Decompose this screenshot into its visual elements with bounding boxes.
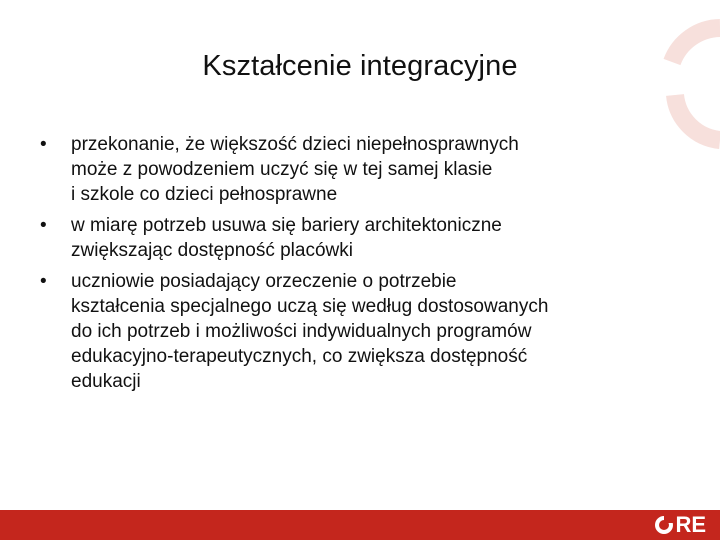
bullet-line: zwiększając dostępność placówki (71, 240, 353, 261)
bullet-line: przekonanie, że większość dzieci niepełnosprawnych (71, 134, 519, 155)
slide-title: Kształcenie integracyjne (202, 50, 518, 82)
bullet-line: uczniowie posiadający orzeczenie o potrzebie (71, 271, 457, 292)
ore-circle-icon (654, 515, 674, 535)
bullet-item (40, 213, 690, 263)
bullet-line: i szkole co dzieci pełnosprawne (71, 184, 338, 205)
bullet-item (40, 269, 690, 394)
bullet-symbol: • (40, 215, 47, 236)
ore-logo (654, 513, 706, 537)
bullet-line: w miarę potrzeb usuwa się bariery architektoniczne (71, 215, 502, 236)
bullet-line: edukacji (71, 371, 141, 392)
bullet-list (40, 132, 690, 400)
bullet-symbol: • (40, 134, 47, 155)
bullet-symbol: • (40, 271, 47, 292)
bullet-line: edukacyjno-terapeutycznych, co zwiększa dostępność (71, 346, 528, 367)
bullet-line: może z powodzeniem uczyć się w tej samej klasie (71, 159, 493, 180)
bullet-line: kształcenia specjalnego uczą się według dostosowanych (71, 296, 549, 317)
footer-bar (0, 510, 720, 540)
logo-text: RE (675, 512, 706, 537)
bullet-line: do ich potrzeb i możliwości indywidualnych programów (71, 321, 532, 342)
bullet-item (40, 132, 690, 207)
